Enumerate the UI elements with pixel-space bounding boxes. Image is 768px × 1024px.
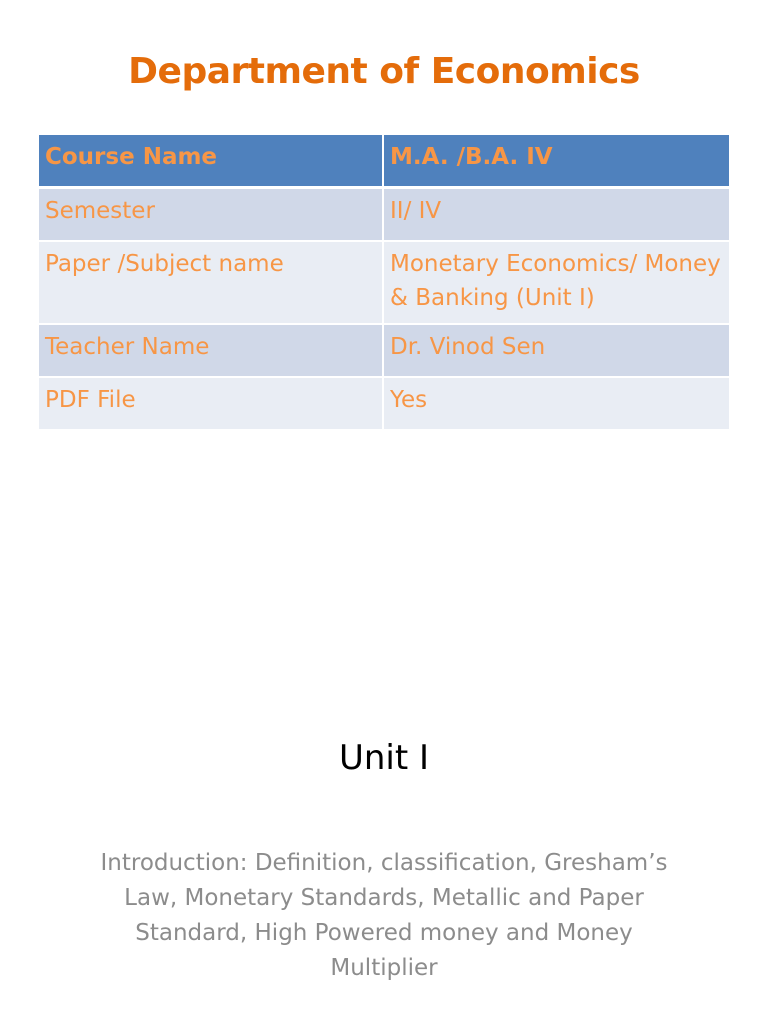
- table-row-teacher: [39, 324, 729, 377]
- row-label-cell: Semester: [39, 188, 383, 242]
- header-value-cell: M.A. /B.A. IV: [383, 135, 729, 188]
- row-value-cell: Yes: [383, 377, 729, 430]
- unit-title: Unit I: [338, 738, 430, 778]
- row-value-cell: Dr. Vinod Sen: [383, 324, 729, 377]
- unit-description: Introduction: Definition, classification, Gresham’s Law, Monetary Standards, Metallic and Paper Standard, High Powered money and Money Multiplier: [100, 850, 668, 981]
- row-label-cell: Teacher Name: [39, 324, 383, 377]
- page-title: Department of Economics: [128, 51, 640, 92]
- table-row-subject: [39, 241, 729, 324]
- row-value-cell: Monetary Economics/ Money & Banking (Unit I): [383, 241, 729, 324]
- table-row-pdf: [39, 377, 729, 430]
- course-info-table: [39, 135, 729, 431]
- table-header-row: [39, 135, 729, 188]
- table-row-semester: [39, 188, 729, 242]
- header-label-cell: Course Name: [39, 135, 383, 188]
- row-value-cell: II/ IV: [383, 188, 729, 242]
- row-label-cell: Paper /Subject name: [39, 241, 383, 324]
- row-label-cell: PDF File: [39, 377, 383, 430]
